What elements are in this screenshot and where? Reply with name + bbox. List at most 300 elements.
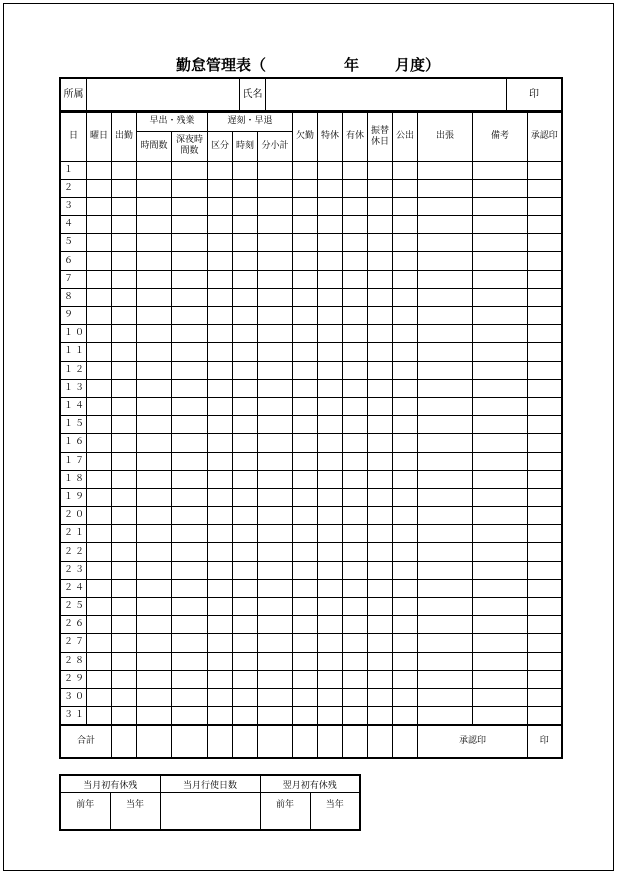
table-cell[interactable] bbox=[172, 688, 208, 706]
table-cell[interactable] bbox=[528, 616, 562, 634]
table-cell[interactable] bbox=[233, 707, 258, 726]
table-cell[interactable] bbox=[343, 616, 368, 634]
table-cell[interactable] bbox=[258, 561, 293, 579]
table-cell[interactable] bbox=[208, 507, 233, 525]
table-cell[interactable] bbox=[368, 343, 393, 361]
table-cell[interactable] bbox=[112, 634, 137, 652]
table-cell[interactable] bbox=[473, 234, 528, 252]
table-cell[interactable] bbox=[137, 525, 172, 543]
table-cell[interactable] bbox=[473, 379, 528, 397]
table-cell[interactable] bbox=[343, 434, 368, 452]
table-cell[interactable] bbox=[208, 470, 233, 488]
table-cell[interactable] bbox=[368, 434, 393, 452]
table-cell[interactable] bbox=[208, 670, 233, 688]
table-cell[interactable] bbox=[293, 397, 318, 415]
table-cell[interactable] bbox=[418, 670, 473, 688]
table-cell[interactable] bbox=[393, 379, 418, 397]
table-cell[interactable] bbox=[368, 634, 393, 652]
table-cell[interactable] bbox=[112, 325, 137, 343]
table-cell[interactable] bbox=[343, 470, 368, 488]
table-cell[interactable] bbox=[368, 197, 393, 215]
table-cell[interactable] bbox=[137, 543, 172, 561]
table-cell[interactable] bbox=[343, 343, 368, 361]
table-cell[interactable] bbox=[293, 179, 318, 197]
table-cell[interactable] bbox=[87, 397, 112, 415]
table-cell[interactable] bbox=[318, 688, 343, 706]
table-cell[interactable] bbox=[318, 525, 343, 543]
table-cell[interactable] bbox=[172, 325, 208, 343]
affiliation-field[interactable] bbox=[87, 79, 240, 110]
table-cell[interactable] bbox=[293, 543, 318, 561]
table-cell[interactable] bbox=[368, 288, 393, 306]
table-cell[interactable] bbox=[137, 616, 172, 634]
table-cell[interactable] bbox=[112, 707, 137, 726]
table-cell[interactable] bbox=[528, 543, 562, 561]
table-cell[interactable] bbox=[368, 543, 393, 561]
table-cell[interactable] bbox=[393, 579, 418, 597]
table-cell[interactable] bbox=[473, 325, 528, 343]
table-cell[interactable] bbox=[208, 197, 233, 215]
table-cell[interactable] bbox=[258, 670, 293, 688]
table-cell[interactable] bbox=[208, 161, 233, 179]
table-cell[interactable] bbox=[258, 652, 293, 670]
table-cell[interactable] bbox=[418, 416, 473, 434]
table-cell[interactable] bbox=[473, 470, 528, 488]
table-cell[interactable] bbox=[137, 252, 172, 270]
table-cell[interactable] bbox=[112, 252, 137, 270]
table-cell[interactable] bbox=[368, 561, 393, 579]
table-cell[interactable] bbox=[208, 561, 233, 579]
table-cell[interactable] bbox=[233, 507, 258, 525]
table-cell[interactable] bbox=[343, 416, 368, 434]
table-cell[interactable] bbox=[233, 616, 258, 634]
table-cell[interactable] bbox=[208, 525, 233, 543]
table-cell[interactable] bbox=[137, 470, 172, 488]
table-cell[interactable] bbox=[393, 616, 418, 634]
table-cell[interactable] bbox=[112, 397, 137, 415]
table-cell[interactable] bbox=[318, 488, 343, 506]
table-cell[interactable] bbox=[233, 543, 258, 561]
table-cell[interactable] bbox=[172, 543, 208, 561]
table-cell[interactable] bbox=[208, 307, 233, 325]
table-cell[interactable] bbox=[318, 179, 343, 197]
table-cell[interactable] bbox=[393, 416, 418, 434]
table-cell[interactable] bbox=[137, 434, 172, 452]
table-cell[interactable] bbox=[293, 470, 318, 488]
table-cell[interactable] bbox=[528, 252, 562, 270]
table-cell[interactable] bbox=[368, 598, 393, 616]
table-cell[interactable] bbox=[418, 616, 473, 634]
table-cell[interactable] bbox=[112, 579, 137, 597]
table-cell[interactable] bbox=[233, 234, 258, 252]
table-cell[interactable] bbox=[528, 634, 562, 652]
total-cell[interactable] bbox=[137, 725, 172, 758]
table-cell[interactable] bbox=[393, 161, 418, 179]
table-cell[interactable] bbox=[258, 543, 293, 561]
table-cell[interactable] bbox=[208, 688, 233, 706]
table-cell[interactable] bbox=[368, 688, 393, 706]
table-cell[interactable] bbox=[473, 561, 528, 579]
table-cell[interactable] bbox=[393, 216, 418, 234]
table-cell[interactable] bbox=[233, 470, 258, 488]
table-cell[interactable] bbox=[258, 488, 293, 506]
table-cell[interactable] bbox=[233, 434, 258, 452]
table-cell[interactable] bbox=[293, 361, 318, 379]
table-cell[interactable] bbox=[393, 452, 418, 470]
table-cell[interactable] bbox=[318, 288, 343, 306]
table-cell[interactable] bbox=[393, 488, 418, 506]
table-cell[interactable] bbox=[112, 507, 137, 525]
table-cell[interactable] bbox=[393, 598, 418, 616]
table-cell[interactable] bbox=[318, 397, 343, 415]
total-cell[interactable] bbox=[393, 725, 418, 758]
table-cell[interactable] bbox=[318, 216, 343, 234]
table-cell[interactable] bbox=[318, 543, 343, 561]
table-cell[interactable] bbox=[418, 507, 473, 525]
table-cell[interactable] bbox=[318, 652, 343, 670]
table-cell[interactable] bbox=[112, 670, 137, 688]
table-cell[interactable] bbox=[318, 307, 343, 325]
table-cell[interactable] bbox=[258, 270, 293, 288]
table-cell[interactable] bbox=[368, 179, 393, 197]
table-cell[interactable] bbox=[172, 197, 208, 215]
table-cell[interactable] bbox=[137, 197, 172, 215]
table-cell[interactable] bbox=[112, 307, 137, 325]
table-cell[interactable] bbox=[418, 270, 473, 288]
table-cell[interactable] bbox=[393, 561, 418, 579]
table-cell[interactable] bbox=[343, 652, 368, 670]
table-cell[interactable] bbox=[343, 688, 368, 706]
table-cell[interactable] bbox=[393, 507, 418, 525]
table-cell[interactable] bbox=[343, 197, 368, 215]
table-cell[interactable] bbox=[318, 361, 343, 379]
table-cell[interactable] bbox=[87, 561, 112, 579]
table-cell[interactable] bbox=[233, 634, 258, 652]
table-cell[interactable] bbox=[208, 343, 233, 361]
table-cell[interactable] bbox=[293, 598, 318, 616]
table-cell[interactable] bbox=[208, 707, 233, 726]
table-cell[interactable] bbox=[368, 161, 393, 179]
table-cell[interactable] bbox=[208, 325, 233, 343]
table-cell[interactable] bbox=[172, 216, 208, 234]
total-cell[interactable] bbox=[343, 725, 368, 758]
table-cell[interactable] bbox=[473, 397, 528, 415]
table-cell[interactable] bbox=[418, 179, 473, 197]
total-cell[interactable] bbox=[368, 725, 393, 758]
table-cell[interactable] bbox=[172, 616, 208, 634]
table-cell[interactable] bbox=[293, 216, 318, 234]
table-cell[interactable] bbox=[343, 252, 368, 270]
table-cell[interactable] bbox=[293, 507, 318, 525]
table-cell[interactable] bbox=[368, 616, 393, 634]
table-cell[interactable] bbox=[137, 361, 172, 379]
total-cell[interactable] bbox=[112, 725, 137, 758]
seal-field[interactable]: 印 bbox=[529, 89, 539, 100]
table-cell[interactable] bbox=[137, 579, 172, 597]
table-cell[interactable] bbox=[393, 434, 418, 452]
table-cell[interactable] bbox=[87, 288, 112, 306]
table-cell[interactable] bbox=[393, 361, 418, 379]
table-cell[interactable] bbox=[528, 507, 562, 525]
table-cell[interactable] bbox=[368, 234, 393, 252]
table-cell[interactable] bbox=[473, 179, 528, 197]
table-cell[interactable] bbox=[393, 470, 418, 488]
table-cell[interactable] bbox=[318, 343, 343, 361]
table-cell[interactable] bbox=[233, 179, 258, 197]
table-cell[interactable] bbox=[172, 525, 208, 543]
table-cell[interactable] bbox=[528, 470, 562, 488]
table-cell[interactable] bbox=[473, 307, 528, 325]
table-cell[interactable] bbox=[528, 307, 562, 325]
table-cell[interactable] bbox=[137, 343, 172, 361]
table-cell[interactable] bbox=[137, 634, 172, 652]
table-cell[interactable] bbox=[208, 397, 233, 415]
table-cell[interactable] bbox=[172, 561, 208, 579]
table-cell[interactable] bbox=[233, 688, 258, 706]
table-cell[interactable] bbox=[393, 652, 418, 670]
table-cell[interactable] bbox=[318, 325, 343, 343]
table-cell[interactable] bbox=[473, 343, 528, 361]
table-cell[interactable] bbox=[318, 161, 343, 179]
table-cell[interactable] bbox=[87, 616, 112, 634]
table-cell[interactable] bbox=[528, 488, 562, 506]
table-cell[interactable] bbox=[418, 397, 473, 415]
table-cell[interactable] bbox=[137, 707, 172, 726]
table-cell[interactable] bbox=[258, 343, 293, 361]
total-cell[interactable] bbox=[318, 725, 343, 758]
table-cell[interactable] bbox=[473, 598, 528, 616]
table-cell[interactable] bbox=[528, 197, 562, 215]
table-cell[interactable] bbox=[172, 416, 208, 434]
table-cell[interactable] bbox=[112, 434, 137, 452]
table-cell[interactable] bbox=[258, 252, 293, 270]
table-cell[interactable] bbox=[473, 543, 528, 561]
table-cell[interactable] bbox=[318, 452, 343, 470]
table-cell[interactable] bbox=[233, 270, 258, 288]
table-cell[interactable] bbox=[418, 543, 473, 561]
table-cell[interactable] bbox=[418, 197, 473, 215]
table-cell[interactable] bbox=[137, 507, 172, 525]
this-year-cell[interactable]: 当年 bbox=[110, 793, 160, 831]
table-cell[interactable] bbox=[233, 161, 258, 179]
table-cell[interactable] bbox=[258, 234, 293, 252]
table-cell[interactable] bbox=[233, 561, 258, 579]
table-cell[interactable] bbox=[208, 216, 233, 234]
table-cell[interactable] bbox=[368, 452, 393, 470]
table-cell[interactable] bbox=[112, 452, 137, 470]
table-cell[interactable] bbox=[368, 397, 393, 415]
table-cell[interactable] bbox=[393, 543, 418, 561]
table-cell[interactable] bbox=[172, 434, 208, 452]
table-cell[interactable] bbox=[318, 470, 343, 488]
table-cell[interactable] bbox=[528, 288, 562, 306]
table-cell[interactable] bbox=[208, 434, 233, 452]
table-cell[interactable] bbox=[137, 234, 172, 252]
table-cell[interactable] bbox=[418, 307, 473, 325]
table-cell[interactable] bbox=[368, 252, 393, 270]
table-cell[interactable] bbox=[368, 270, 393, 288]
table-cell[interactable] bbox=[112, 543, 137, 561]
table-cell[interactable] bbox=[258, 197, 293, 215]
table-cell[interactable] bbox=[87, 361, 112, 379]
table-cell[interactable] bbox=[418, 361, 473, 379]
table-cell[interactable] bbox=[293, 234, 318, 252]
table-cell[interactable] bbox=[343, 507, 368, 525]
table-cell[interactable] bbox=[343, 543, 368, 561]
table-cell[interactable] bbox=[87, 270, 112, 288]
table-cell[interactable] bbox=[318, 416, 343, 434]
table-cell[interactable] bbox=[473, 688, 528, 706]
table-cell[interactable] bbox=[172, 598, 208, 616]
table-cell[interactable] bbox=[528, 688, 562, 706]
table-cell[interactable] bbox=[368, 361, 393, 379]
table-cell[interactable] bbox=[393, 688, 418, 706]
table-cell[interactable] bbox=[343, 634, 368, 652]
table-cell[interactable] bbox=[137, 598, 172, 616]
table-cell[interactable] bbox=[418, 325, 473, 343]
table-cell[interactable] bbox=[233, 452, 258, 470]
table-cell[interactable] bbox=[233, 379, 258, 397]
table-cell[interactable] bbox=[293, 634, 318, 652]
table-cell[interactable] bbox=[293, 652, 318, 670]
table-cell[interactable] bbox=[172, 579, 208, 597]
table-cell[interactable] bbox=[418, 343, 473, 361]
table-cell[interactable] bbox=[368, 379, 393, 397]
table-cell[interactable] bbox=[208, 616, 233, 634]
table-cell[interactable] bbox=[233, 197, 258, 215]
table-cell[interactable] bbox=[418, 707, 473, 726]
table-cell[interactable] bbox=[393, 270, 418, 288]
table-cell[interactable] bbox=[293, 416, 318, 434]
table-cell[interactable] bbox=[258, 161, 293, 179]
table-cell[interactable] bbox=[368, 216, 393, 234]
table-cell[interactable] bbox=[418, 579, 473, 597]
table-cell[interactable] bbox=[172, 307, 208, 325]
table-cell[interactable] bbox=[233, 361, 258, 379]
table-cell[interactable] bbox=[473, 579, 528, 597]
table-cell[interactable] bbox=[418, 452, 473, 470]
table-cell[interactable] bbox=[368, 707, 393, 726]
table-cell[interactable] bbox=[343, 525, 368, 543]
table-cell[interactable] bbox=[318, 234, 343, 252]
table-cell[interactable] bbox=[293, 343, 318, 361]
table-cell[interactable] bbox=[393, 179, 418, 197]
table-cell[interactable] bbox=[528, 379, 562, 397]
table-cell[interactable] bbox=[233, 670, 258, 688]
table-cell[interactable] bbox=[172, 707, 208, 726]
table-cell[interactable] bbox=[258, 634, 293, 652]
table-cell[interactable] bbox=[293, 288, 318, 306]
table-cell[interactable] bbox=[112, 379, 137, 397]
total-cell[interactable] bbox=[293, 725, 318, 758]
table-cell[interactable] bbox=[137, 561, 172, 579]
table-cell[interactable] bbox=[318, 507, 343, 525]
table-cell[interactable] bbox=[233, 598, 258, 616]
table-cell[interactable] bbox=[528, 707, 562, 726]
used-days-cell[interactable] bbox=[160, 793, 260, 831]
table-cell[interactable] bbox=[418, 525, 473, 543]
table-cell[interactable] bbox=[137, 161, 172, 179]
table-cell[interactable] bbox=[87, 652, 112, 670]
table-cell[interactable] bbox=[112, 179, 137, 197]
table-cell[interactable] bbox=[393, 397, 418, 415]
table-cell[interactable] bbox=[137, 416, 172, 434]
table-cell[interactable] bbox=[393, 252, 418, 270]
table-cell[interactable] bbox=[343, 579, 368, 597]
table-cell[interactable] bbox=[528, 598, 562, 616]
table-cell[interactable] bbox=[418, 634, 473, 652]
table-cell[interactable] bbox=[258, 470, 293, 488]
table-cell[interactable] bbox=[112, 488, 137, 506]
table-cell[interactable] bbox=[473, 161, 528, 179]
table-cell[interactable] bbox=[137, 270, 172, 288]
table-cell[interactable] bbox=[393, 197, 418, 215]
table-cell[interactable] bbox=[137, 488, 172, 506]
table-cell[interactable] bbox=[87, 307, 112, 325]
table-cell[interactable] bbox=[473, 652, 528, 670]
table-cell[interactable] bbox=[343, 561, 368, 579]
table-cell[interactable] bbox=[233, 416, 258, 434]
table-cell[interactable] bbox=[368, 416, 393, 434]
table-cell[interactable] bbox=[318, 252, 343, 270]
table-cell[interactable] bbox=[208, 270, 233, 288]
table-cell[interactable] bbox=[418, 252, 473, 270]
table-cell[interactable] bbox=[87, 488, 112, 506]
table-cell[interactable] bbox=[393, 234, 418, 252]
table-cell[interactable] bbox=[208, 416, 233, 434]
table-cell[interactable] bbox=[172, 179, 208, 197]
table-cell[interactable] bbox=[172, 234, 208, 252]
table-cell[interactable] bbox=[172, 252, 208, 270]
table-cell[interactable] bbox=[473, 197, 528, 215]
table-cell[interactable] bbox=[87, 216, 112, 234]
table-cell[interactable] bbox=[293, 452, 318, 470]
table-cell[interactable] bbox=[473, 452, 528, 470]
table-cell[interactable] bbox=[418, 216, 473, 234]
table-cell[interactable] bbox=[473, 216, 528, 234]
table-cell[interactable] bbox=[293, 561, 318, 579]
table-cell[interactable] bbox=[87, 434, 112, 452]
table-cell[interactable] bbox=[473, 507, 528, 525]
table-cell[interactable] bbox=[368, 470, 393, 488]
table-cell[interactable] bbox=[112, 616, 137, 634]
table-cell[interactable] bbox=[343, 288, 368, 306]
table-cell[interactable] bbox=[233, 579, 258, 597]
table-cell[interactable] bbox=[258, 452, 293, 470]
table-cell[interactable] bbox=[137, 652, 172, 670]
table-cell[interactable] bbox=[137, 216, 172, 234]
table-cell[interactable] bbox=[473, 670, 528, 688]
table-cell[interactable] bbox=[418, 561, 473, 579]
table-cell[interactable] bbox=[368, 670, 393, 688]
table-cell[interactable] bbox=[368, 507, 393, 525]
table-cell[interactable] bbox=[208, 179, 233, 197]
table-cell[interactable] bbox=[87, 343, 112, 361]
table-cell[interactable] bbox=[528, 561, 562, 579]
table-cell[interactable] bbox=[343, 161, 368, 179]
table-cell[interactable] bbox=[528, 670, 562, 688]
table-cell[interactable] bbox=[112, 161, 137, 179]
table-cell[interactable] bbox=[233, 343, 258, 361]
table-cell[interactable] bbox=[293, 434, 318, 452]
table-cell[interactable] bbox=[208, 652, 233, 670]
table-cell[interactable] bbox=[368, 579, 393, 597]
table-cell[interactable] bbox=[368, 525, 393, 543]
table-cell[interactable] bbox=[473, 416, 528, 434]
table-cell[interactable] bbox=[343, 452, 368, 470]
table-cell[interactable] bbox=[112, 216, 137, 234]
table-cell[interactable] bbox=[473, 616, 528, 634]
